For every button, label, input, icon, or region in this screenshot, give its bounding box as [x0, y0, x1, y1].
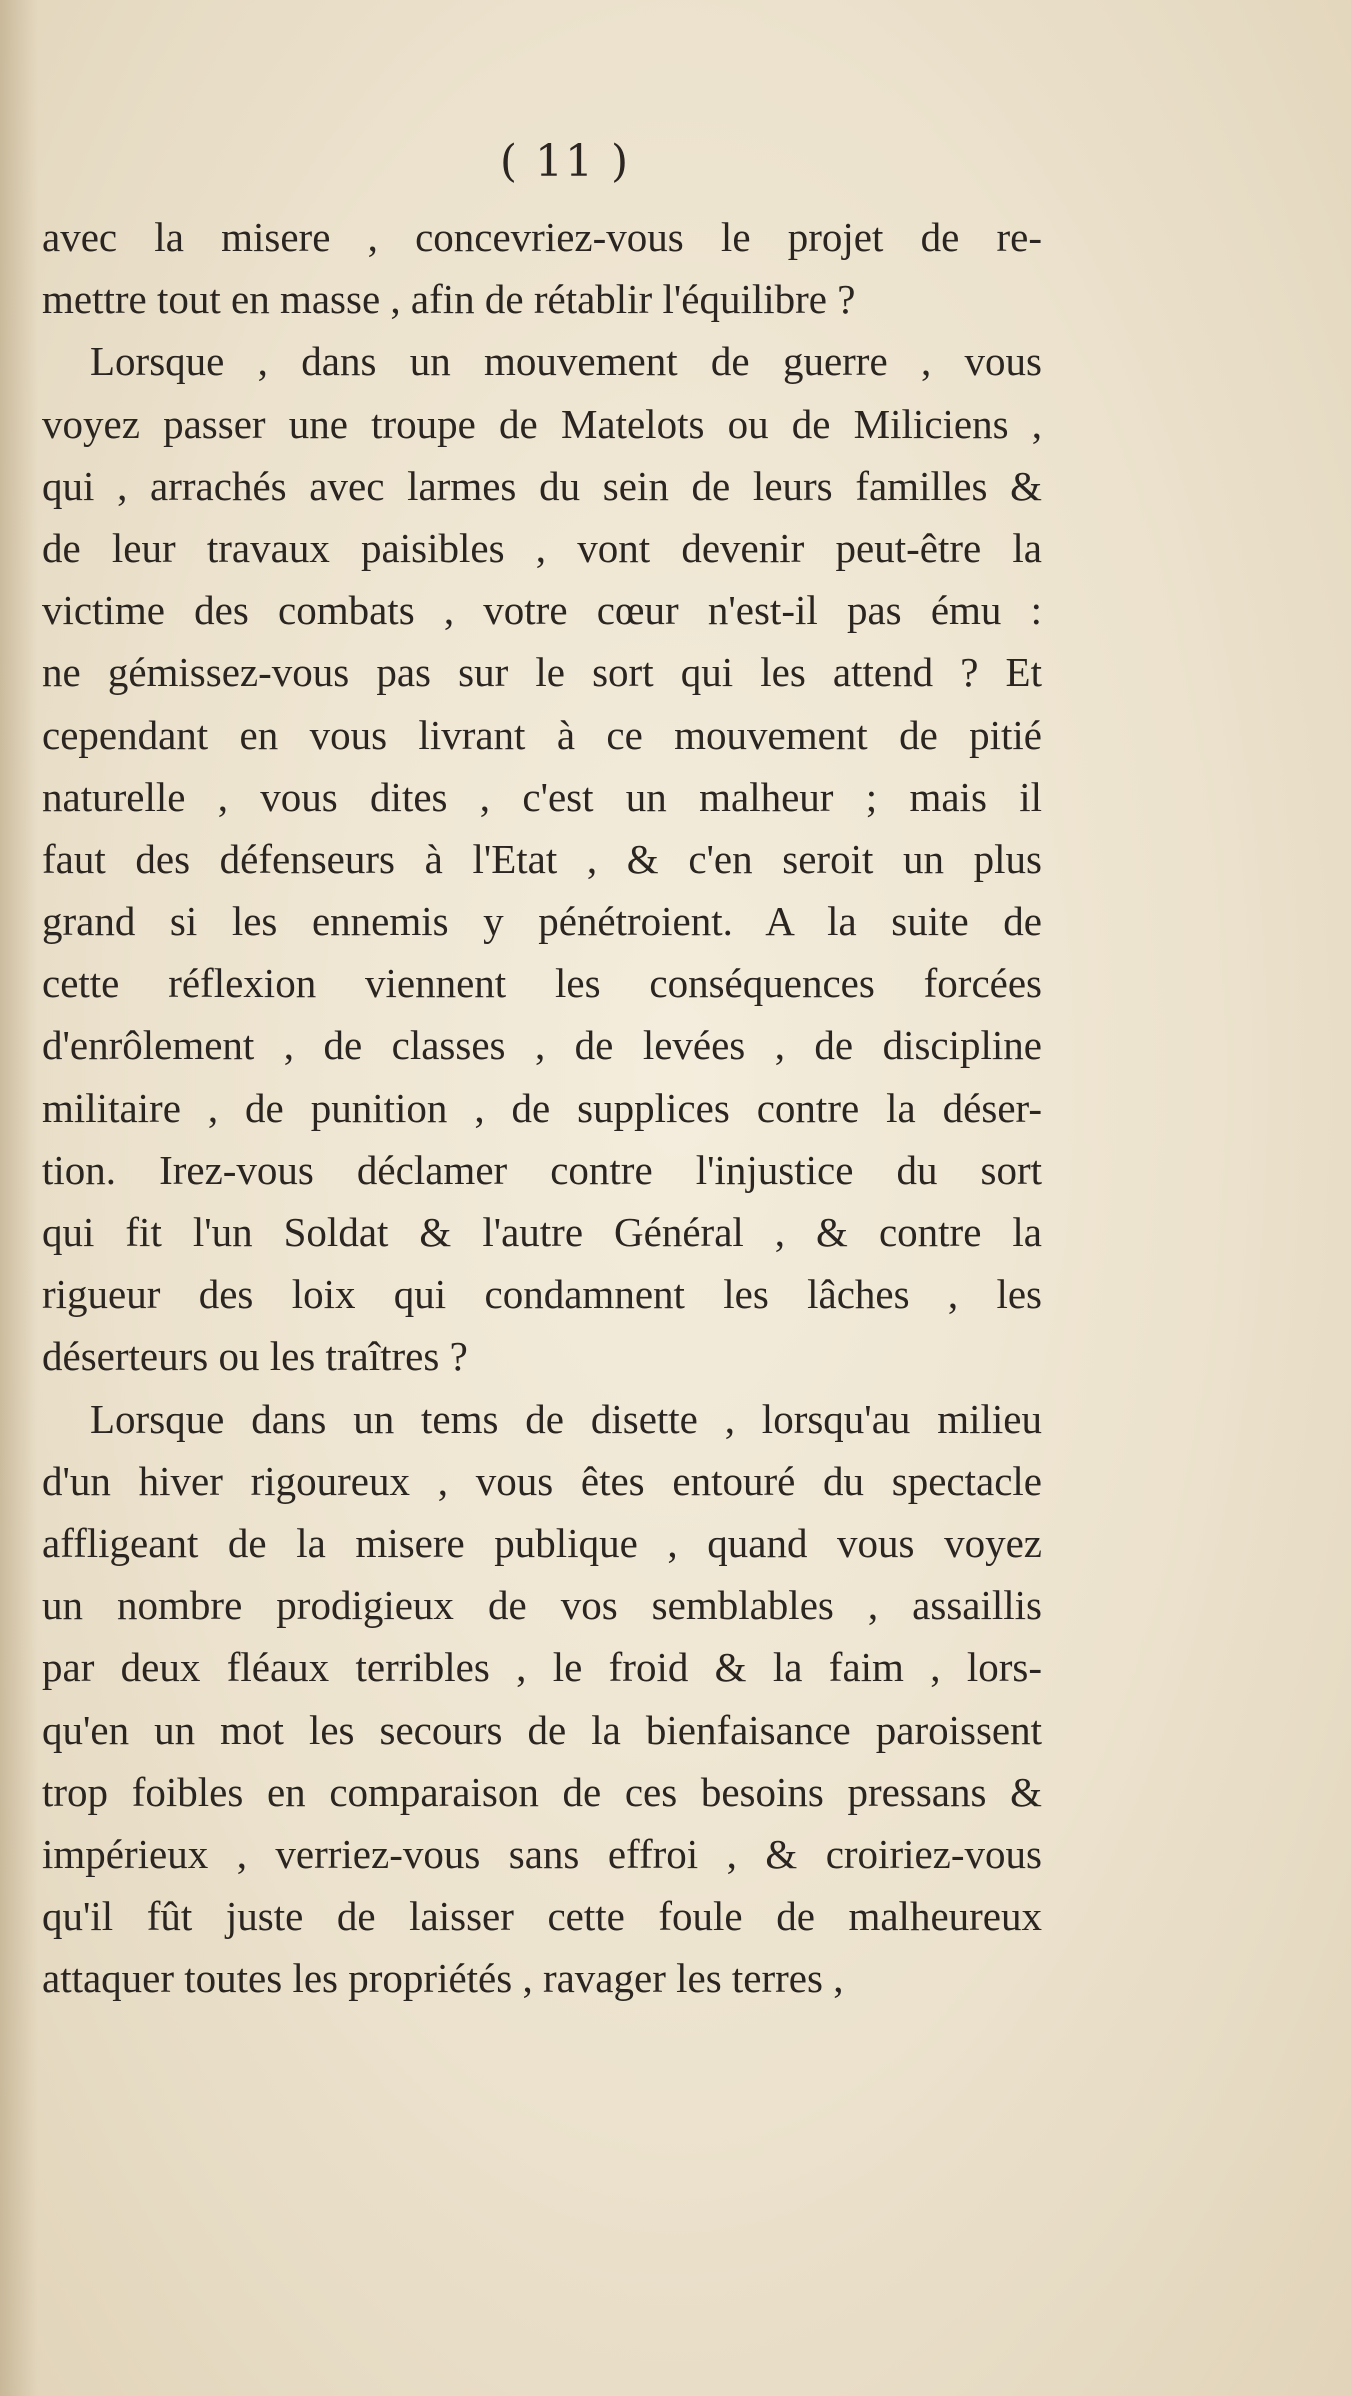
text-line: cependant en vous livrant à ce mouvement de pitié: [42, 711, 1042, 758]
text-line: rigueur des loix qui condamnent les lâches , les: [42, 1271, 1042, 1318]
text-line: voyez passer une troupe de Matelots ou de Miliciens ,: [42, 400, 1042, 447]
paragraph: [42, 330, 1042, 1387]
text-line: déserteurs ou les traîtres ?: [42, 1333, 468, 1380]
text-line: mettre tout en masse , afin de rétablir l'équilibre ?: [42, 276, 856, 323]
text-line: d'un hiver rigoureux , vous êtes entouré du spectacle: [42, 1457, 1042, 1504]
text-line: victime des combats , votre cœur n'est-il pas ému :: [42, 587, 1042, 634]
text-line: de leur travaux paisibles , vont devenir peut-être la: [42, 524, 1042, 571]
text-line: ne gémissez-vous pas sur le sort qui les attend ? Et: [42, 649, 1042, 696]
text-line: Lorsque dans un tems de disette , lorsqu'au milieu: [90, 1395, 1042, 1442]
text-line: cette réflexion viennent les conséquences forcées: [42, 960, 1042, 1007]
text-line: par deux fléaux terribles , le froid & la faim , lors-: [42, 1644, 1042, 1691]
text-line: impérieux , verriez-vous sans effroi , & croiriez-vous: [42, 1830, 1042, 1877]
text-line: affligeant de la misere publique , quand vous voyez: [42, 1519, 1042, 1566]
text-line: militaire , de punition , de supplices contre la déser-: [42, 1084, 1042, 1131]
page-number: ( 11 ): [499, 136, 631, 187]
text-line: trop foibles en comparaison de ces besoins pressans &: [42, 1768, 1042, 1815]
text-line: d'enrôlement , de classes , de levées , de discipline: [42, 1022, 1042, 1069]
text-line: qui , arrachés avec larmes du sein de leurs familles &: [42, 462, 1042, 509]
text-line: qu'en un mot les secours de la bienfaisance paroissent: [42, 1706, 1042, 1753]
text-line: avec la misere , concevriez-vous le projet de re-: [42, 214, 1042, 260]
paragraph: [42, 1388, 1042, 2010]
text-line: qui fit l'un Soldat & l'autre Général , & contre la: [42, 1209, 1042, 1255]
text-line: un nombre prodigieux de vos semblables , assaillis: [42, 1582, 1042, 1629]
spine-shadow: [0, 0, 38, 2396]
text-line: qu'il fût juste de laisser cette foule de malheureux: [42, 1893, 1042, 1940]
text-line: attaquer toutes les propriétés , ravager les terres ,: [42, 1955, 844, 2002]
text-line: tion. Irez-vous déclamer contre l'injustice du sort: [42, 1146, 1042, 1193]
text-line: Lorsque , dans un mouvement de guerre , vous: [90, 338, 1042, 385]
body-text: [42, 206, 1042, 2009]
paragraph: [42, 206, 1042, 330]
text-line: naturelle , vous dites , c'est un malheur ; mais il: [42, 773, 1042, 820]
text-line: faut des défenseurs à l'Etat , & c'en seroit un plus: [42, 835, 1042, 882]
text-line: grand si les ennemis y pénétroient. A la suite de: [42, 898, 1042, 945]
